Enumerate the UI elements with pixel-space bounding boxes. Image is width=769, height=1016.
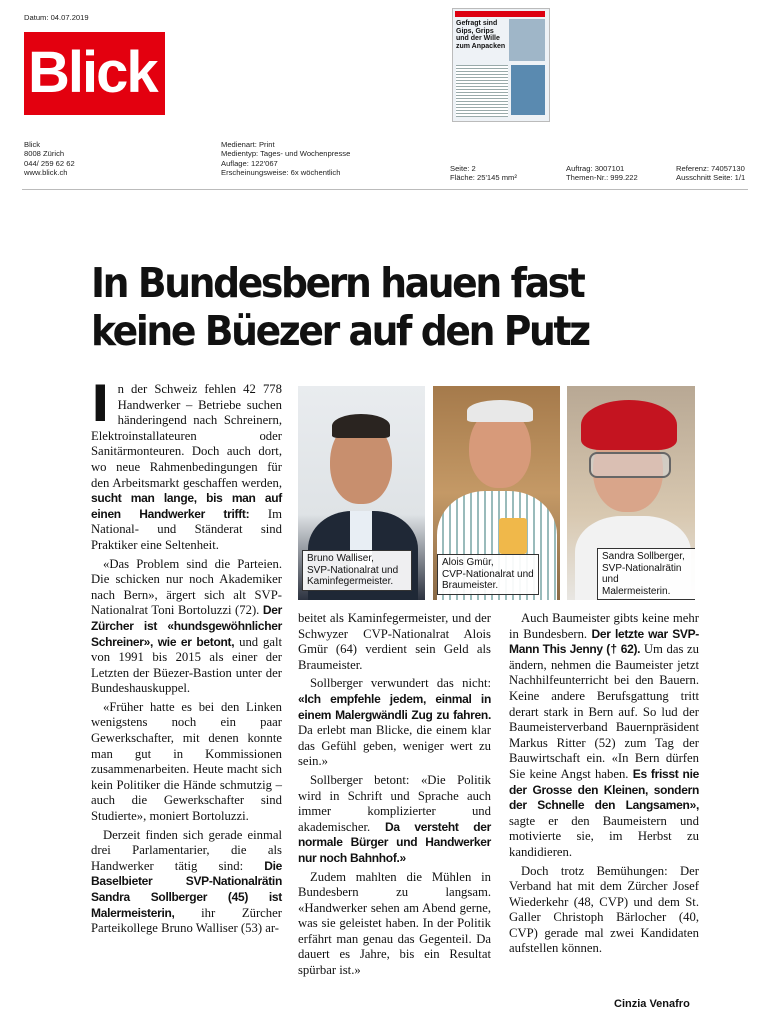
paragraph: Doch trotz Bemühungen: Der Verband hat mit dem Zürcher Josef Wiederkehr (48, CVP) und dem St. Galler Christoph Bärlocher (40, CVP) gerade mal zwei Kandidaten aufstellen können. <box>509 863 699 956</box>
date-label: Datum: 04.07.2019 <box>24 13 89 22</box>
portrait-hair <box>467 400 533 422</box>
caption-gmuer: Alois Gmür, CVP-Nationalrat und Braumeister. <box>437 554 539 595</box>
paragraph: In der Schweiz fehlen 42 778 Handwerker – Betriebe suchen händeringend nach Schreinern, Elektroinstallateuren oder Sanitärmonteuren. Doch auch dort, wo neue Rahmenbedingungen für den Arbeitsmarkt geschaffen werden, sucht man lange, bis man auf einen Handwerker trifft: Im National- und Ständerat sind Praktiker eine Seltenheit. <box>91 375 282 552</box>
thumbnail-headline: Gefragt sind Gips, Grips und der Wille zum Anpacken <box>456 20 506 50</box>
paragraph: Sollberger verwundert das nicht: «Ich empfehle jedem, einmal in einem Malergwändli Zug zu fahren. Da erlebt man Blicke, die einem klar das Gefühl geben, weniger wert zu sein.» <box>298 676 491 769</box>
article-column-1 <box>91 375 283 940</box>
reference-info: Referenz: 74057130 Ausschnitt Seite: 1/1 <box>676 164 746 183</box>
paragraph: «Früher hatte es bei den Linken wenigstens noch ein paar Gewerkschafter, mit denen konnte man gut in Kommissionen zusammenarbeiten. Heute macht sich kein Politiker die Hände schmutzig – auch die Gewerkschafter sind Studierte», moniert Bortoluzzi. <box>91 699 282 824</box>
paragraph: beitet als Kaminfegermeister, und der Schwyzer CVP-Nationalrat Alois Gmür (64) verdient sein Geld als Braumeister. <box>298 611 491 672</box>
portrait-hair <box>332 414 390 438</box>
thumbnail-photo-2 <box>511 65 545 115</box>
photo-alois-gmuer <box>433 386 560 600</box>
drop-cap: I <box>91 375 110 433</box>
page-info: Seite: 2 Fläche: 25'145 mm² <box>450 164 517 183</box>
paragraph: Auch Baumeister gibts keine mehr in Bundesbern. Der letzte war SVP-Mann This Jenny († 62). Um das zu ändern, nehmen die Baumeister jetzt Nachhilfeunterricht bei den Bauern. Keine andere Berufsgattung tritt derart stark in Bern auf. So lud der Baumeisterverband Bauernpräsident Markus Ritter (52) zum Tag der Bauwirtschaft ein. «In Bern dürfen Sie keine Angst haben. Es frisst nie der Grosse den Kleinen, sondern der Schnelle den Langsamen», sagte er den Baumeistern und motivierte sie, im Herbst zu kandidieren. <box>509 611 700 859</box>
article-headline: In Bundesbern hauen fast keine Büezer auf den Putz <box>91 259 589 355</box>
paragraph: Zudem mahlten die Mühlen in Bundesbern zu langsam. «Handwerker sehen am Abend gerne, was sie geleistet haben. In der Politik erfährt man genau das Gegenteil. Da dauert es Jahre, bis ein Resultat spürbar ist.» <box>298 869 491 978</box>
article-column-2 <box>298 611 491 982</box>
thumbnail-photo <box>509 19 545 61</box>
paragraph: «Das Problem sind die Parteien. Die schicken nur noch Akademiker nach Bern», ärgert sich alt SVP-Nationalrat Toni Bortoluzzi (72). Der Zürcher ist «hundsgewöhnlicher Schreiner», wie er betont, und galt von 1991 bis 2015 als einer der Letzten der Büezer-Bastion unter der Bundeshauskuppel. <box>91 556 283 696</box>
thumbnail-red-bar <box>455 11 545 17</box>
publisher-info: Blick 8008 Zürich 044/ 259 62 62 www.blick.ch <box>24 140 75 178</box>
beer-glass <box>499 518 527 554</box>
caption-sollberger: Sandra Sollberger, SVP-Nationalrätin und Malermeisterin. <box>597 548 695 600</box>
article-column-3 <box>509 611 699 960</box>
author-byline: Cinzia Venafro <box>614 998 690 1010</box>
paragraph: Sollberger betont: «Die Politik wird in Schrift und Sprache auch immer komplizierter und akademischer. Da versteht der normale Bürger und Handwerker nur noch Bahnhof.» <box>298 772 491 865</box>
header-divider <box>22 189 748 190</box>
photo-bruno-walliser <box>298 386 425 600</box>
blick-logo <box>24 32 165 115</box>
paragraph: Derzeit finden sich gerade einmal drei Parlamentarier, die als Handwerker tätig sind: Die Baselbieter SVP-Nationalrätin Sandra Sollberger (45) ist Malermeisterin, ihr Zürcher Parteikollege Bruno Walliser (53) ar- <box>91 827 282 936</box>
caption-walliser: Bruno Walliser, SVP-Nationalrat und Kaminfegermeister. <box>302 550 412 591</box>
photo-sandra-sollberger <box>567 386 695 600</box>
thumbnail-text <box>456 65 508 117</box>
safety-glasses <box>589 452 671 478</box>
logo-text: Blick <box>28 40 157 105</box>
order-info: Auftrag: 3007101 Themen-Nr.: 999.222 <box>566 164 638 183</box>
media-info: Medienart: Print Medientyp: Tages- und Wochenpresse Auflage: 122'067 Erscheinungsweise: 6x wöchentlich <box>221 140 351 178</box>
portrait-hair <box>581 400 677 450</box>
page-thumbnail <box>452 8 550 122</box>
